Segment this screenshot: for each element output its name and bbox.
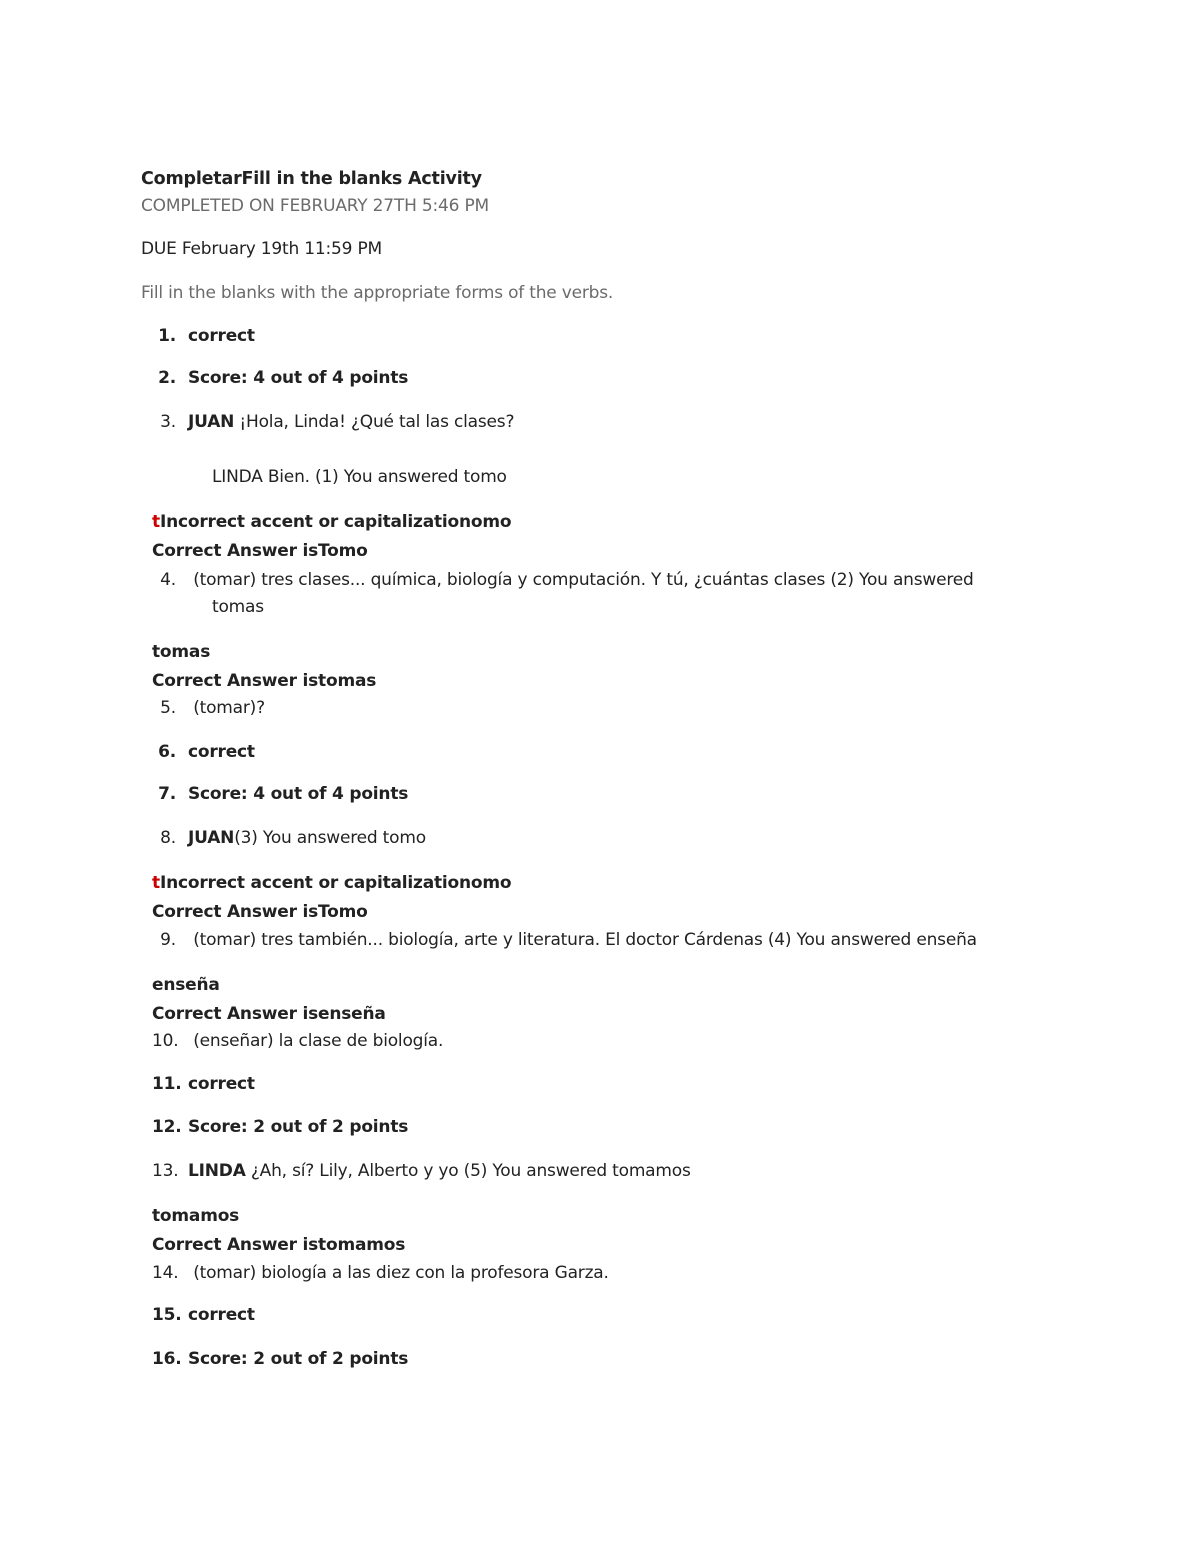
dialogue-text: (tomar)? xyxy=(188,698,265,718)
given-answer: enseña xyxy=(152,975,220,995)
item-score: Score: 4 out of 4 points xyxy=(188,368,409,388)
dialogue-text: (tomar) biología a las diez con la profesora Garza. xyxy=(188,1263,609,1283)
item-number: 15. xyxy=(152,1305,182,1325)
given-answer: tomamos xyxy=(152,1206,240,1226)
item-status: correct xyxy=(188,1074,255,1094)
correct-answer: Correct Answer istomamos xyxy=(152,1235,406,1255)
item-score: Score: 2 out of 2 points xyxy=(188,1117,409,1137)
feedback-marker: t xyxy=(152,873,160,893)
list-item xyxy=(152,1116,408,1138)
item-status: correct xyxy=(188,742,255,762)
dialogue-text: ¿Ah, sí? Lily, Alberto y yo (5) You answered tomamos xyxy=(245,1161,691,1181)
item-number: 16. xyxy=(152,1349,182,1369)
list-item xyxy=(152,827,426,849)
dialogue-text: ¡Hola, Linda! ¿Qué tal las clases? xyxy=(234,412,515,432)
feedback-incorrect xyxy=(152,511,511,533)
feedback-marker: t xyxy=(152,512,160,532)
speaker-label: JUAN xyxy=(188,412,235,432)
list-item xyxy=(152,1160,691,1182)
feedback-incorrect xyxy=(152,872,511,894)
item-number: 3. xyxy=(160,412,176,432)
due-date: DUE February 19th 11:59 PM xyxy=(141,239,383,259)
correct-answer: Correct Answer istomas xyxy=(152,671,377,691)
speaker-label: LINDA xyxy=(188,1161,246,1181)
item-score: Score: 4 out of 4 points xyxy=(188,784,409,804)
list-item xyxy=(152,1348,408,1370)
correct-answer: Correct Answer isTomo xyxy=(152,541,368,561)
item-number: 5. xyxy=(160,698,176,718)
dialogue-line: LINDA Bien. (1) You answered tomo xyxy=(212,467,507,487)
list-item xyxy=(152,1262,609,1284)
item-number: 10. xyxy=(152,1031,179,1051)
list-item xyxy=(152,325,255,347)
given-answer: tomas xyxy=(152,642,211,662)
item-status: correct xyxy=(188,1305,255,1325)
dialogue-text: (tomar) tres también... biología, arte y literatura. El doctor Cárdenas (4) You answered enseña xyxy=(188,930,977,950)
item-number: 7. xyxy=(158,784,176,804)
dialogue-text: (tomar) tres clases... química, biología y computación. Y tú, ¿cuántas clases (2) You answered xyxy=(188,570,974,590)
list-item xyxy=(152,1304,255,1326)
item-number: 6. xyxy=(158,742,176,762)
item-number: 2. xyxy=(158,368,176,388)
list-item xyxy=(152,569,974,591)
list-item xyxy=(152,929,977,951)
dialogue-text: (3) You answered tomo xyxy=(234,828,426,848)
list-item xyxy=(152,1030,443,1052)
item-number: 9. xyxy=(160,930,176,950)
feedback-text: Incorrect accent or capitalizationomo xyxy=(159,873,512,893)
item-number: 14. xyxy=(152,1263,179,1283)
list-item xyxy=(152,697,265,719)
item-number: 1. xyxy=(158,326,176,346)
item-number: 4. xyxy=(160,570,176,590)
item-status: correct xyxy=(188,326,255,346)
page-title: CompletarFill in the blanks Activity xyxy=(141,169,482,189)
item-number: 8. xyxy=(160,828,176,848)
item-number: 11. xyxy=(152,1074,182,1094)
item-number: 12. xyxy=(152,1117,182,1137)
dialogue-text-cont: tomas xyxy=(212,597,264,617)
completed-timestamp: COMPLETED ON FEBRUARY 27TH 5:46 PM xyxy=(141,196,489,216)
item-score: Score: 2 out of 2 points xyxy=(188,1349,409,1369)
instructions: Fill in the blanks with the appropriate forms of the verbs. xyxy=(141,283,614,303)
list-item xyxy=(152,783,408,805)
item-number: 13. xyxy=(152,1161,179,1181)
correct-answer: Correct Answer isTomo xyxy=(152,902,368,922)
list-item xyxy=(152,741,255,763)
speaker-label: JUAN xyxy=(188,828,235,848)
list-item xyxy=(152,367,408,389)
feedback-text: Incorrect accent or capitalizationomo xyxy=(159,512,512,532)
list-item xyxy=(152,411,514,433)
correct-answer: Correct Answer isenseña xyxy=(152,1004,386,1024)
list-item xyxy=(152,1073,255,1095)
dialogue-text: (enseñar) la clase de biología. xyxy=(188,1031,444,1051)
